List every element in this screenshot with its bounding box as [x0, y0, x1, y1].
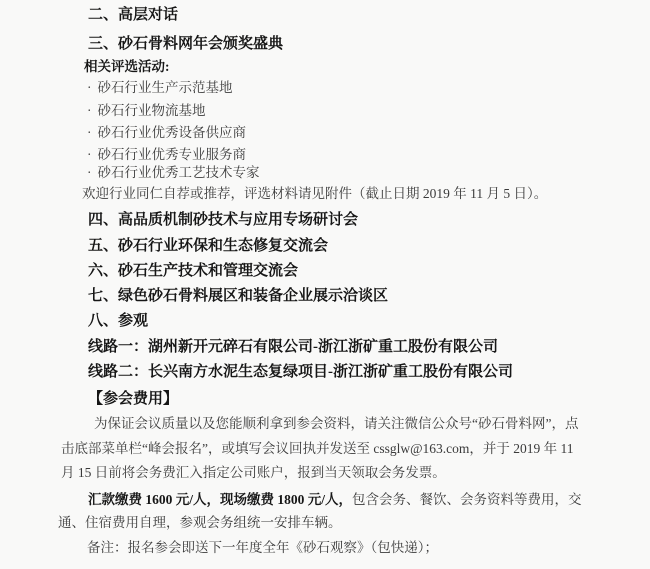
bullet-icon: ·: [87, 147, 92, 162]
agenda-item-4: 四、高品质机制砂技术与应用专场研讨会: [88, 212, 359, 228]
agenda-item-5: 五、砂石行业环保和生态修复交流会: [88, 238, 329, 254]
bullet-icon: ·: [87, 165, 92, 180]
award-item-text: 砂石行业优秀工艺技术专家: [97, 165, 260, 180]
awards-label: 相关评选活动:: [84, 59, 170, 74]
bullet-icon: ·: [87, 103, 92, 118]
remark-line: 备注：报名参会即送下一年度全年《砂石观察》（包快递）；: [87, 540, 438, 555]
award-item-text: 砂石行业生产示范基地: [97, 80, 233, 95]
award-list-item: [87, 147, 246, 164]
fees-section-title: 【参会费用】: [88, 391, 179, 407]
award-list-item: [87, 125, 246, 142]
route-2-line: 线路二：长兴南方水泥生态复绿项目-浙江浙矿重工股份有限公司: [88, 364, 513, 380]
fees-paragraph-line-3: 月 15 日前将会务费汇入指定公司账户，报到当天领取会务发票。: [61, 465, 446, 480]
award-list-item: [87, 80, 233, 97]
fees-paragraph-line-2: 击底部菜单栏“峰会报名”，或填写会议回执并发送至 cssglw@163.com，并于 2019 年 11: [61, 441, 574, 456]
fees-amount-line: [88, 492, 582, 509]
award-item-text: 砂石行业优秀专业服务商: [97, 147, 246, 162]
fees-amount-line-2: 通、住宿费用自理，参观会务组统一安排车辆。: [58, 515, 342, 530]
bullet-icon: ·: [87, 80, 92, 95]
award-list-item: [87, 103, 206, 120]
agenda-item-3: 三、砂石骨料网年会颁奖盛典: [88, 36, 284, 52]
fees-paragraph-line-1: 为保证会议质量以及您能顺利拿到参会资料，请关注微信公众号“砂石骨料网”，点: [94, 416, 579, 431]
agenda-item-6: 六、砂石生产技术和管理交流会: [88, 263, 299, 279]
agenda-item-7: 七、绿色砂石骨料展区和装备企业展示洽谈区: [88, 288, 389, 304]
bullet-icon: ·: [87, 125, 92, 140]
award-list-item: [87, 165, 260, 182]
fee-amounts-rest: 包含会务、餐饮、会务资料等费用，交: [352, 492, 582, 507]
award-item-text: 砂石行业优秀设备供应商: [97, 125, 246, 140]
fee-amounts-bold: 汇款缴费 1600 元/人，现场缴费 1800 元/人，: [88, 492, 353, 507]
agenda-item-8: 八、参观: [88, 313, 149, 329]
route-1-line: 线路一：湖州新开元碎石有限公司-浙江浙矿重工股份有限公司: [88, 339, 498, 355]
awards-note: 欢迎行业同仁自荐或推荐，评选材料请见附件（截止日期 2019 年 11 月 5 日）。: [82, 186, 548, 201]
agenda-item-2: 二、高层对话: [88, 7, 179, 23]
award-item-text: 砂石行业物流基地: [97, 103, 206, 118]
